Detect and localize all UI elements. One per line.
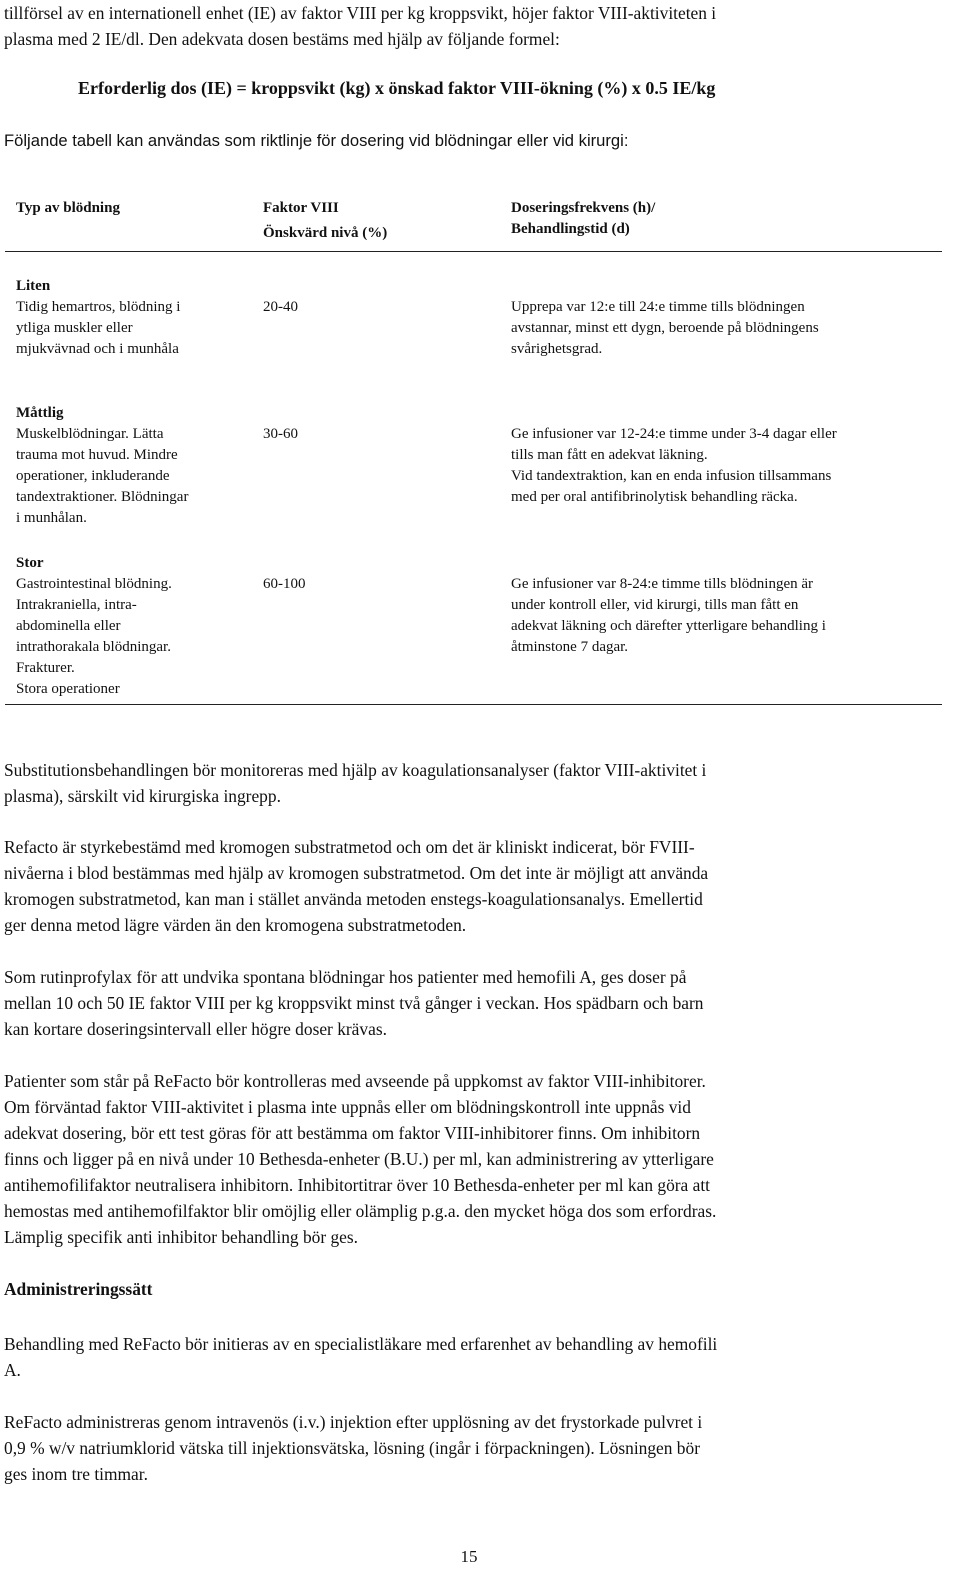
row-freq-line: svårighetsgrad. [511, 341, 603, 357]
injection-paragraph [4, 1409, 954, 1487]
row-stor-description [16, 553, 246, 700]
text-line: hemostas med antihemofilfaktor blir omöjlig eller olämplig p.g.a. den mycket höga dos som erfordras. [4, 1201, 717, 1221]
row-desc-line: Frakturer. [16, 660, 75, 676]
text-line: Refacto är styrkebestämd med kromogen substratmetod och om det är kliniskt indicerat, bör FVIII- [4, 837, 695, 857]
row-desc-line: Stora operationer [16, 681, 120, 697]
row-liten-description [16, 276, 246, 360]
intro-paragraph [4, 0, 954, 52]
row-freq-line: med per oral antifibrinolytisk behandling räcka. [511, 489, 798, 505]
row-desc-line: i munhålan. [16, 510, 87, 526]
row-freq-line: Upprepa var 12:e till 24:e timme tills blödningen [511, 299, 805, 315]
row-freq-line: avstannar, minst ett dygn, beroende på blödningens [511, 320, 819, 336]
header-factor-viii [263, 198, 493, 244]
section-heading-administration: Administreringssätt [4, 1279, 153, 1299]
table-bottom-rule [5, 704, 942, 705]
dose-formula: Erforderlig dos (IE) = kroppsvikt (kg) x önskad faktor VIII-ökning (%) x 0.5 IE/kg [78, 78, 716, 98]
header-dosing-frequency [511, 198, 931, 240]
header-bleeding-type: Typ av blödning [16, 200, 120, 216]
row-title: Stor [16, 555, 44, 571]
row-liten-frequency [511, 297, 931, 360]
text-line: Substitutionsbehandlingen bör monitoreras med hjälp av koagulationsanalyser (faktor VIII-aktivitet i [4, 760, 707, 780]
text-line: ReFacto administreras genom intravenös (i.v.) injektion efter upplösning av det frystorkade pulvret i [4, 1412, 703, 1432]
row-desc-line: Intrakraniella, intra- [16, 597, 137, 613]
administration-paragraph [4, 1331, 954, 1383]
row-desc-line: Gastrointestinal blödning. [16, 576, 172, 592]
text-line: plasma), särskilt vid kirurgiska ingrepp. [4, 786, 281, 806]
text-line: Lämplig specifik anti inhibitor behandling bör ges. [4, 1227, 359, 1247]
text-line: ger denna metod lägre värden än den kromogena substratmetoden. [4, 915, 467, 935]
text-line: finns och ligger på en nivå under 10 Bethesda-enheter (B.U.) per ml, kan administrering av ytterligare [4, 1149, 714, 1169]
text-line: Patienter som står på ReFacto bör kontrolleras med avseende på uppkomst av faktor VIII-inhibitorer. [4, 1071, 706, 1091]
page-number: 15 [460, 1547, 478, 1566]
row-desc-line: operationer, inkluderande [16, 468, 170, 484]
row-mattlig-frequency [511, 424, 931, 508]
text-line: 0,9 % w/v natriumklorid vätska till injektionsvätska, lösning (ingår i förpackningen). Lösningen bör [4, 1438, 700, 1458]
prophylaxis-paragraph [4, 964, 954, 1042]
potency-paragraph [4, 834, 954, 938]
row-title: Måttlig [16, 405, 64, 421]
header-line: Doseringsfrekvens (h)/ [511, 200, 656, 216]
row-freq-line: Ge infusioner var 12-24:e timme under 3-4 dagar eller [511, 426, 837, 442]
row-title: Liten [16, 278, 51, 294]
row-liten-level: 20-40 [263, 299, 298, 315]
row-mattlig-description [16, 403, 246, 529]
row-desc-line: Muskelblödningar. Lätta [16, 426, 164, 442]
row-freq-line: Ge infusioner var 8-24:e timme tills blödningen är [511, 576, 814, 592]
table-intro: Följande tabell kan användas som riktlinje för dosering vid blödningar eller vid kirurgi: [4, 131, 629, 150]
row-desc-line: Tidig hemartros, blödning i [16, 299, 181, 315]
row-desc-line: tandextraktioner. Blödningar [16, 489, 189, 505]
header-line: Faktor VIII [263, 200, 339, 216]
text-line: mellan 10 och 50 IE faktor VIII per kg kroppsvikt minst två gånger i veckan. Hos spädbarn och barn [4, 993, 704, 1013]
text-line: ges inom tre timmar. [4, 1464, 148, 1484]
table-header-rule [5, 251, 942, 252]
row-desc-line: mjukvävnad och i munhåla [16, 341, 179, 357]
row-freq-line: under kontroll eller, vid kirurgi, tills man fått en [511, 597, 799, 613]
row-stor-frequency [511, 574, 931, 658]
row-desc-line: abdominella eller [16, 618, 121, 634]
text-line: kromogen substratmetod, kan man i stället använda metoden enstegs-koagulationsanalys. Emellertid [4, 889, 703, 909]
text-line: nivåerna i blod bestämmas med hjälp av kromogen substratmetod. Om det inte är möjligt att använda [4, 863, 709, 883]
text-line: A. [4, 1360, 21, 1380]
row-desc-line: intrathorakala blödningar. [16, 639, 171, 655]
text-line: antihemofilifaktor neutralisera inhibitorn. Inhibitortitrar över 10 Bethesda-enheter per ml kan göra att [4, 1175, 711, 1195]
row-freq-line: Vid tandextraktion, kan en enda infusion tillsammans [511, 468, 832, 484]
text-line: Som rutinprofylax för att undvika spontana blödningar hos patienter med hemofili A, ges doser på [4, 967, 687, 987]
monitoring-paragraph [4, 757, 954, 809]
row-desc-line: trauma mot huvud. Mindre [16, 447, 178, 463]
text-line: adekvat dosering, bör ett test göras för att bestämma om faktor VIII-inhibitorer finns. Om inhibitorn [4, 1123, 701, 1143]
row-freq-line: åtminstone 7 dagar. [511, 639, 629, 655]
row-desc-line: ytliga muskler eller [16, 320, 133, 336]
row-freq-line: adekvat läkning och därefter ytterligare behandling i [511, 618, 826, 634]
row-mattlig-level: 30-60 [263, 426, 298, 442]
header-line: Önskvärd nivå (%) [263, 225, 388, 241]
text-line: Behandling med ReFacto bör initieras av en specialistläkare med erfarenhet av behandling av hemofili [4, 1334, 718, 1354]
text-line: Om förväntad faktor VIII-aktivitet i plasma inte uppnås eller om blödningskontroll inte uppnås vid [4, 1097, 691, 1117]
header-line: Behandlingstid (d) [511, 221, 630, 237]
inhibitor-paragraph [4, 1068, 954, 1250]
intro-line: tillförsel av en internationell enhet (IE) av faktor VIII per kg kroppsvikt, höjer faktor VIII-aktiviteten i [4, 3, 717, 23]
text-line: kan kortare doseringsintervall eller högre doser krävas. [4, 1019, 387, 1039]
row-freq-line: tills man fått en adekvat läkning. [511, 447, 708, 463]
row-stor-level: 60-100 [263, 576, 306, 592]
intro-line: plasma med 2 IE/dl. Den adekvata dosen bestäms med hjälp av följande formel: [4, 29, 560, 49]
